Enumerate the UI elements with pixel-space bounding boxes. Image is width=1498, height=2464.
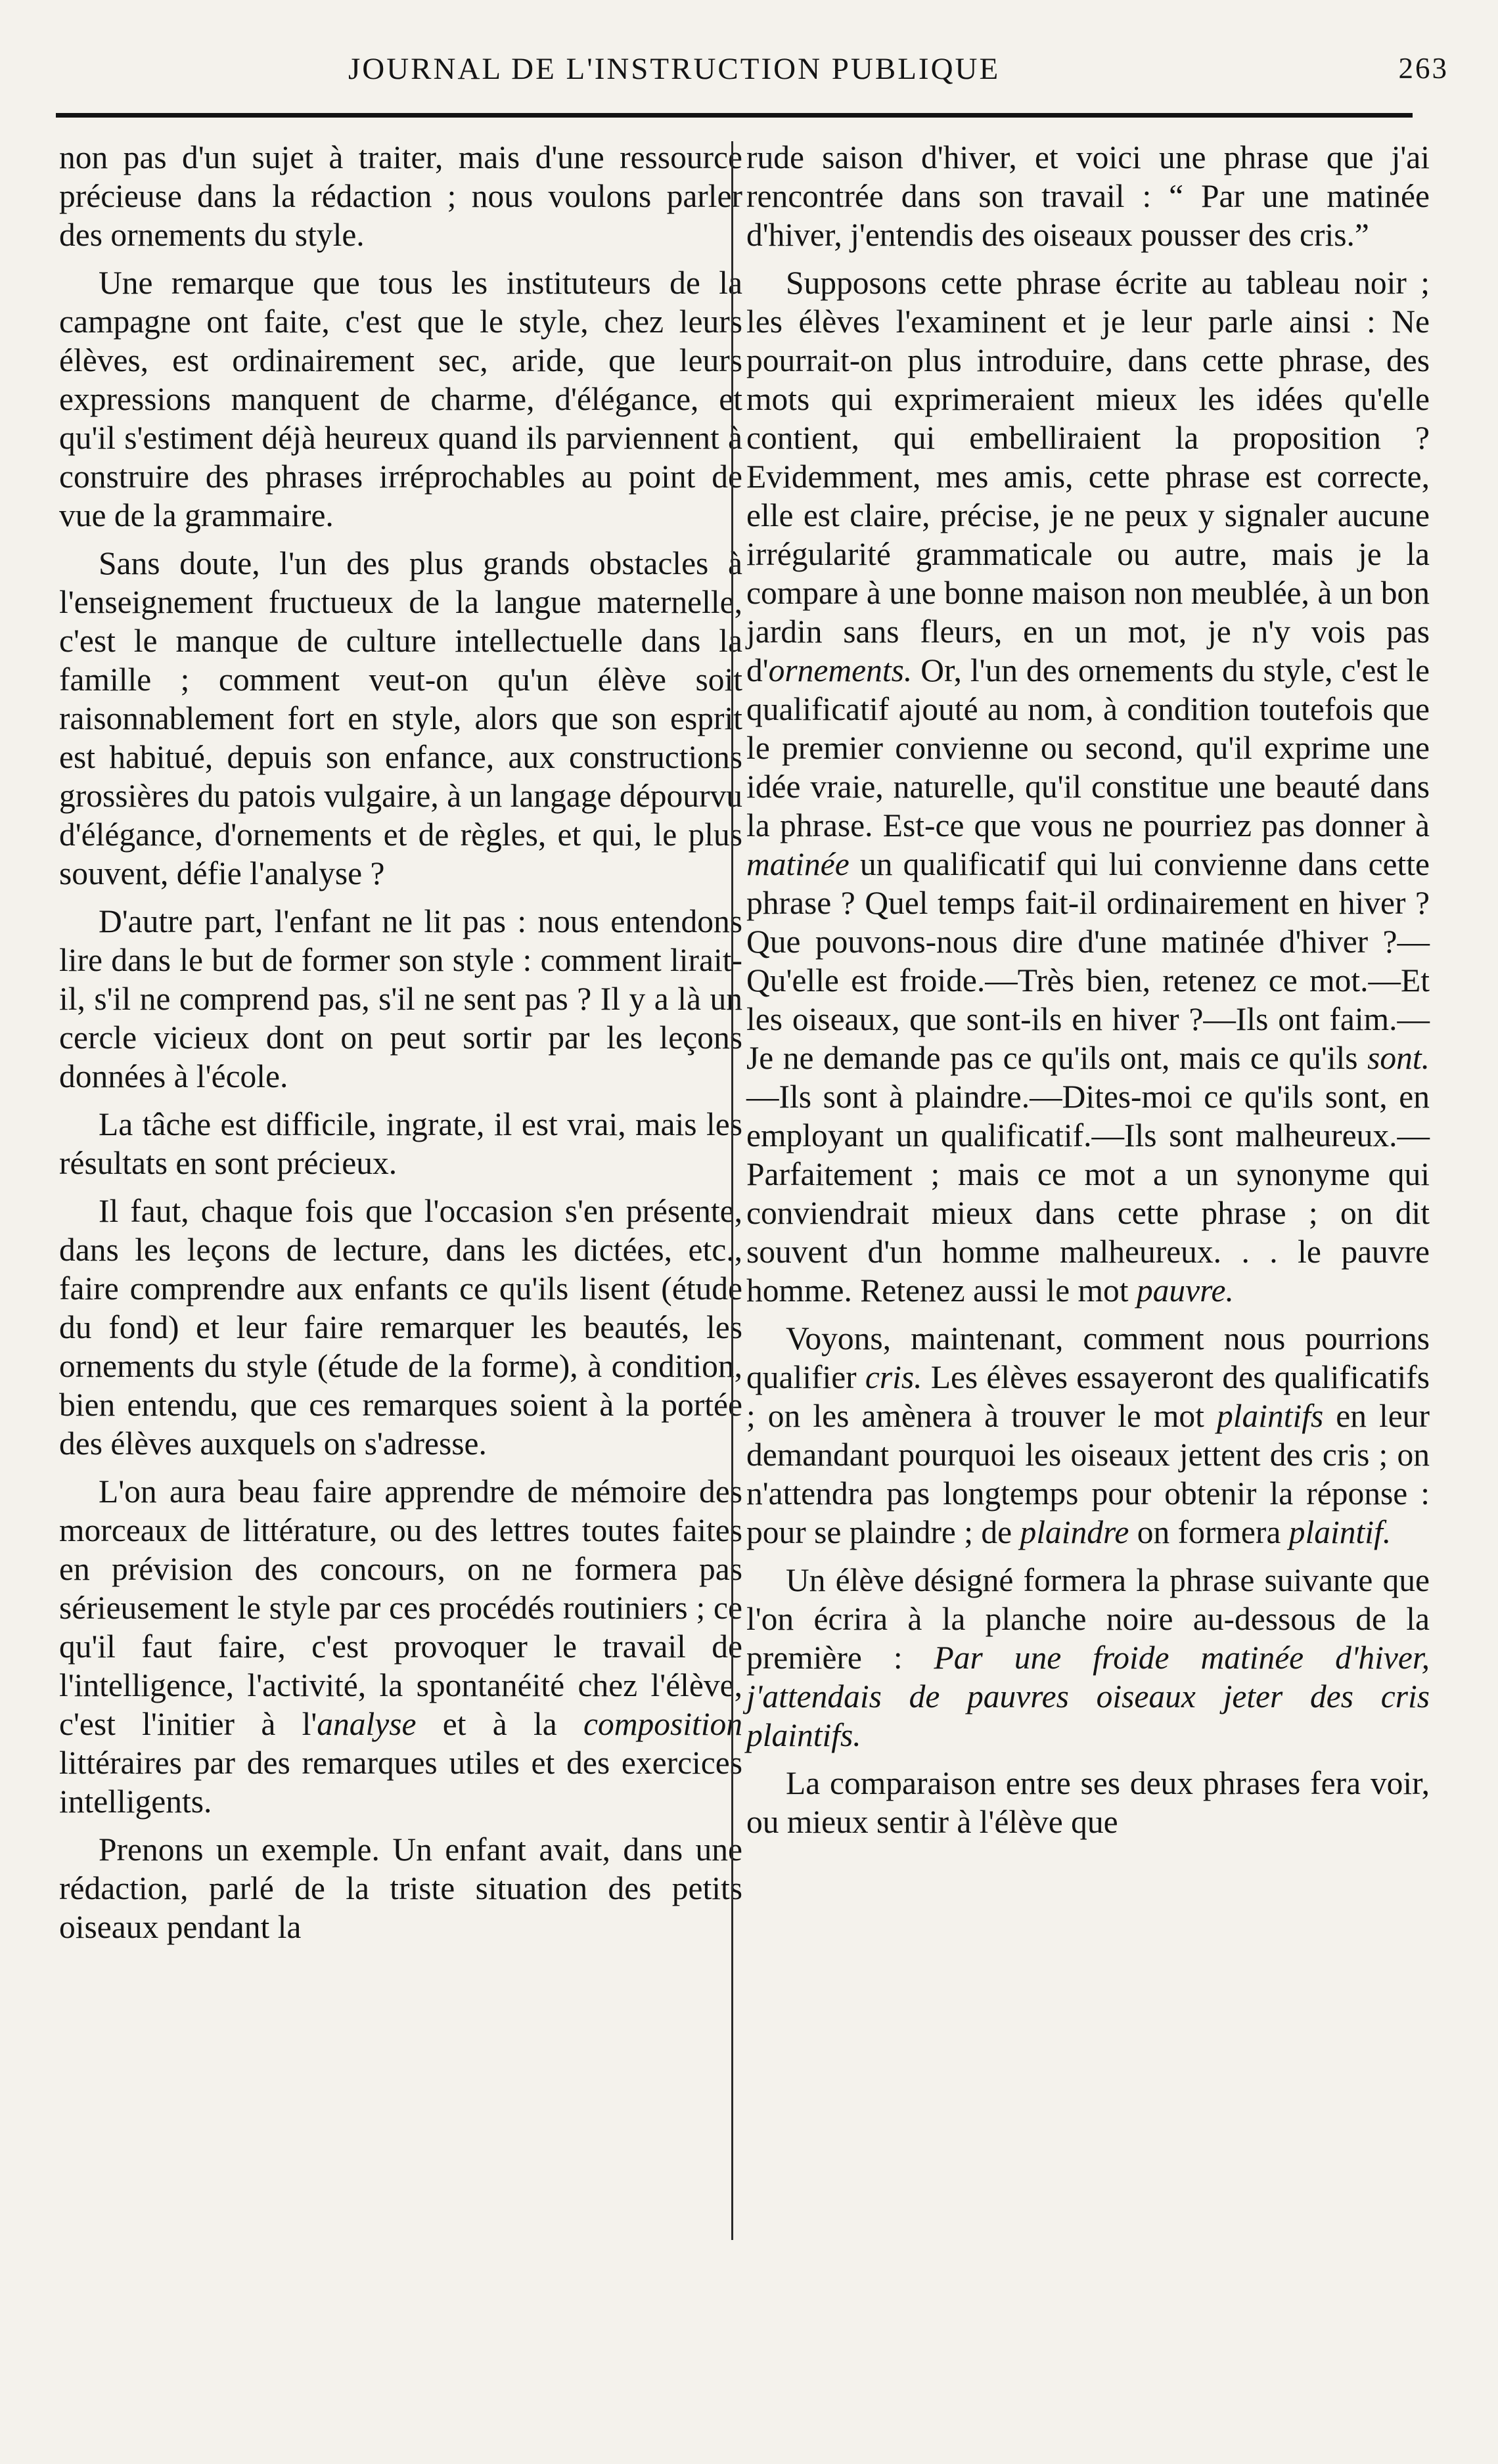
- paragraph: Sans doute, l'un des plus grands obstacles à l'enseignement fructueux de la langue maternelle, c'est le manque de culture intellectuelle dans la famille ; comment veut-on qu'un élève soit raisonnablement fort en style, alors que son esprit est habitué, depuis son enfance, aux constructions grossières du patois vulgaire, à un langage dépourvu d'élégance, d'ornements et de règles, et qui, le plus souvent, défie l'analyse ?: [59, 545, 742, 891]
- italic-term: cris.: [865, 1359, 922, 1395]
- text-run: on formera: [1129, 1514, 1289, 1550]
- header-rule: [56, 113, 1413, 118]
- right-column: [746, 138, 1430, 1850]
- text-run: et à la: [416, 1706, 584, 1742]
- italic-term: plaintif.: [1288, 1514, 1392, 1550]
- column-divider: [731, 141, 733, 2240]
- paragraph: Une remarque que tous les instituteurs de la campagne ont faite, c'est que le style, chez leurs élèves, est ordinairement sec, aride, que leurs expressions manquent de charme, d'élégance, et qu'il s'estiment déjà heureux quand ils parviennent à construire des phrases irréprochables au point de vue de la grammaire.: [59, 265, 742, 533]
- paragraph: non pas d'un sujet à traiter, mais d'une ressource précieuse dans la rédaction ; nous voulons parler des ornements du style.: [59, 139, 742, 253]
- paragraph: La comparaison entre ses deux phrases fera voir, ou mieux sentir à l'élève que: [746, 1765, 1430, 1840]
- text-run: Supposons cette phrase écrite au tableau noir ; les élèves l'examinent et je leur parle ainsi : Ne pourrait-on plus introduire, dans cette phrase, des mots qui exprimeraient mieux les idées qu'elle contient, qui embelliraient la proposition ? Evidemment, mes amis, cette phrase est correcte, elle est claire, précise, je ne peux y signaler aucune irrégularité grammaticale ou autre, mais je la compare à une bonne maison non meublée, à un bon jardin sans fleurs, en un mot, je n'y vois pas d': [746, 265, 1430, 688]
- text-run: en leur demandant pourquoi les oiseaux jettent des cris ; on n'attendra pas longtemps pour obtenir la réponse : pour se plaindre ; de: [746, 1398, 1430, 1550]
- running-head: [39, 51, 1459, 91]
- paragraph: Prenons un exemple. Un enfant avait, dans une rédaction, parlé de la triste situation des petits oiseaux pendant la: [59, 1831, 742, 1945]
- paragraph: Il faut, chaque fois que l'occasion s'en présente, dans les leçons de lecture, dans les dictées, etc., faire comprendre aux enfants ce qu'ils lisent (étude du fond) et leur faire remarquer les beautés, les ornements du style (étude de la forme), à condition, bien entendu, que ces remarques soient à la portée des élèves auxquels on s'adresse.: [59, 1193, 742, 1462]
- paragraph: rude saison d'hiver, et voici une phrase que j'ai rencontrée dans son travail : “ Par une matinée d'hiver, j'entendis des oiseaux pousser des cris.”: [746, 139, 1430, 253]
- text-run: —Ils sont à plaindre.—Dites-moi ce qu'ils sont, en employant un qualificatif.—Ils sont malheureux.—Parfaitement ; mais ce mot a un synonyme qui conviendrait mieux dans cette phrase ; on dit souvent d'un homme malheureux. . . le pauvre homme. Retenez aussi le mot: [746, 1079, 1430, 1309]
- italic-term: plaindre: [1020, 1514, 1129, 1550]
- page-number: 263: [1398, 52, 1449, 85]
- text-run: Voyons, maintenant, comment nous pourrions qualifier: [746, 1320, 1430, 1395]
- paragraph: La tâche est difficile, ingrate, il est vrai, mais les résultats en sont précieux.: [59, 1106, 742, 1181]
- text-run: Les élèves essayeront des qualificatifs ; on les amènera à trouver le mot: [746, 1359, 1430, 1434]
- text-run: littéraires par des remarques utiles et des exercices intelligents.: [59, 1745, 742, 1820]
- text-run: Or, l'un des ornements du style, c'est le qualificatif ajouté au nom, à condition toutefois que le premier convienne ou second, qu'il exprime une idée vraie, naturelle, qu'il constitue une beauté dans la phrase. Est-ce que vous ne pourriez pas donner à: [746, 652, 1430, 843]
- paragraph: [746, 1319, 1430, 1552]
- italic-term: sont.: [1367, 1040, 1430, 1076]
- text-run: un qualificatif qui lui convienne dans cette phrase ? Quel temps fait-il ordinairement en hiver ? Que pouvons-nous dire d'une matinée d'hiver ?—Qu'elle est froide.—Très bien, retenez ce mot.—Et les oiseaux, que sont-ils en hiver ?—Ils ont faim.—Je ne demande pas ce qu'ils ont, mais ce qu'ils: [746, 846, 1430, 1076]
- italic-term: ornements.: [768, 652, 913, 688]
- paragraph: [59, 1472, 742, 1821]
- paragraph: [746, 263, 1430, 1310]
- left-column: [59, 138, 742, 1956]
- paragraph: [746, 1561, 1430, 1755]
- journal-title: JOURNAL DE L'INSTRUCTION PUBLIQUE: [348, 52, 1001, 86]
- text-run: L'on aura beau faire apprendre de mémoire des morceaux de littérature, ou des lettres toutes faites en prévision des concours, on ne formera pas sérieusement le style par ces procédés routiniers ; ce qu'il faut faire, c'est provoquer le travail de l'intelligence, l'activité, la spontanéité chez l'élève, c'est l'initier à l': [59, 1473, 742, 1742]
- italic-term: matinée: [746, 846, 850, 882]
- italic-term: composition: [583, 1706, 743, 1742]
- paragraph: D'autre part, l'enfant ne lit pas : nous entendons lire dans le but de former son style : comment lirait-il, s'il ne comprend pas, s'il ne sent pas ? Il y a là un cercle vicieux dont on peut sortir par les leçons données à l'école.: [59, 903, 742, 1094]
- italic-term: pauvre.: [1136, 1272, 1234, 1309]
- italic-term: analyse: [317, 1706, 417, 1742]
- text-run: Un élève désigné formera la phrase suivante que l'on écrira à la planche noire au-dessous de la première :: [746, 1562, 1430, 1676]
- italic-term: plaintifs: [1216, 1398, 1324, 1434]
- italic-sentence: Par une froide matinée d'hiver, j'attendais de pauvres oiseaux jeter des cris plaintifs.: [746, 1640, 1430, 1753]
